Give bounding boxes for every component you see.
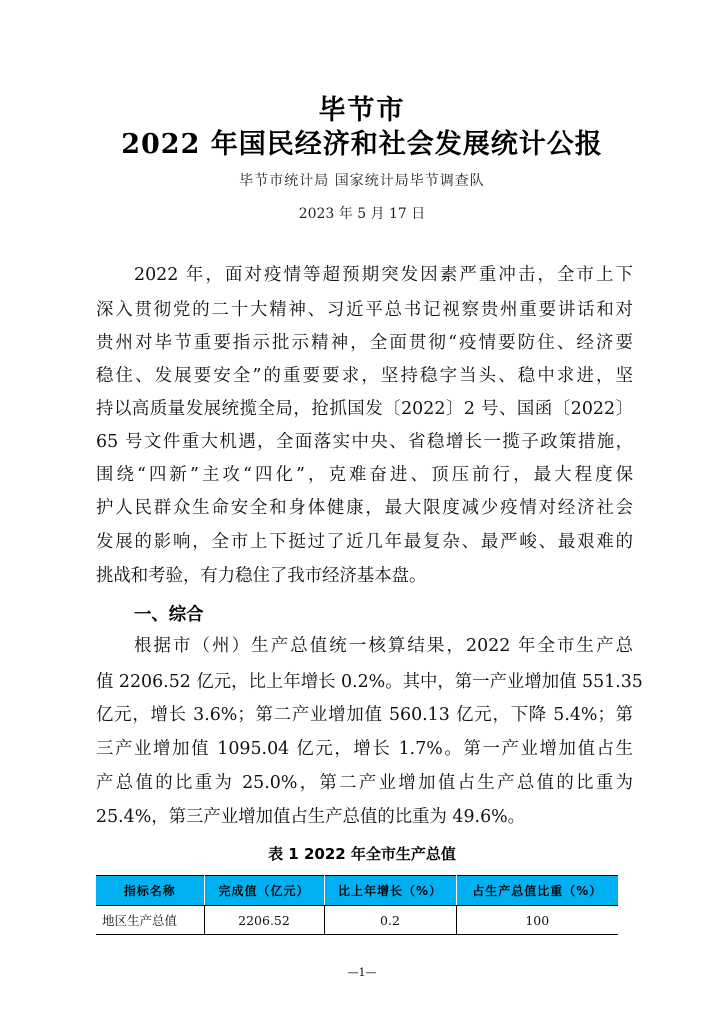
intro-line: 65 号文件重大机遇，全面落实中央、省稳增长一揽子政策措施， [96,432,633,452]
page-number: —1— [347,966,377,979]
section-heading-overview: 一、综合 [134,605,204,625]
column-header-share: 占生产总值比重（%） [456,876,618,906]
intro-line: 护人民群众生命安全和身体健康，最大限度减少疫情对经济社会 [96,498,633,518]
table-caption: 表 1 2022 年全市生产总值 [268,845,456,863]
report-title-main: 2022 年国民经济和社会发展统计公报 [121,129,603,160]
intro-line: 贵州对毕节重要指示批示精神，全面贯彻“疫情要防住、经济要 [96,333,633,353]
column-header-value: 完成值（亿元） [204,876,324,906]
cell-share: 100 [456,906,618,935]
intro-line: 稳住、发展要安全”的重要要求，坚持稳字当头、稳中求进，坚 [96,366,633,386]
column-header-growth: 比上年增长（%） [324,876,456,906]
section1-line: 亿元，增长 3.6%；第二产业增加值 560.13 亿元，下降 5.4%；第 [96,705,633,725]
section1-line: 产总值的比重为 25.0%，第二产业增加值占生产总值的比重为 [96,773,633,793]
report-authors: 毕节市统计局 国家统计局毕节调查队 [239,173,485,189]
intro-line: 2022 年，面对疫情等超预期突发因素严重冲击，全市上下 [134,265,633,285]
section1-line: 三产业增加值 1095.04 亿元，增长 1.7%。第一产业增加值占生 [96,739,633,759]
report-date: 2023 年 5 月 17 日 [298,206,426,222]
table-row [96,906,618,935]
cell-indicator: 地区生产总值 [96,906,204,935]
intro-line: 挑战和考验，有力稳住了我市经济基本盘。 [96,566,427,586]
column-header-indicator: 指标名称 [96,876,204,906]
report-title-city: 毕节市 [318,95,406,126]
intro-line: 持以高质量发展统揽全局，抢抓国发〔2022〕2 号、国函〔2022〕 [96,399,633,419]
table-header-row [96,876,618,906]
section1-line: 根据市（州）生产总值统一核算结果，2022 年全市生产总 [134,636,633,656]
gdp-table [96,875,618,935]
section1-line: 25.4%，第三产业增加值占生产总值的比重为 49.6%。 [96,807,526,827]
cell-value: 2206.52 [204,906,324,935]
cell-growth: 0.2 [324,906,456,935]
intro-line: 深入贯彻党的二十大精神、习近平总书记视察贵州重要讲话和对 [96,300,633,320]
intro-line: 发展的影响，全市上下挺过了近几年最复杂、最严峻、最艰难的 [96,532,633,552]
section1-line: 值 2206.52 亿元，比上年增长 0.2%。其中，第一产业增加值 551.35 [96,672,643,692]
intro-line: 围绕“四新”主攻“四化”，克难奋进、顶压前行，最大程度保 [96,465,633,485]
